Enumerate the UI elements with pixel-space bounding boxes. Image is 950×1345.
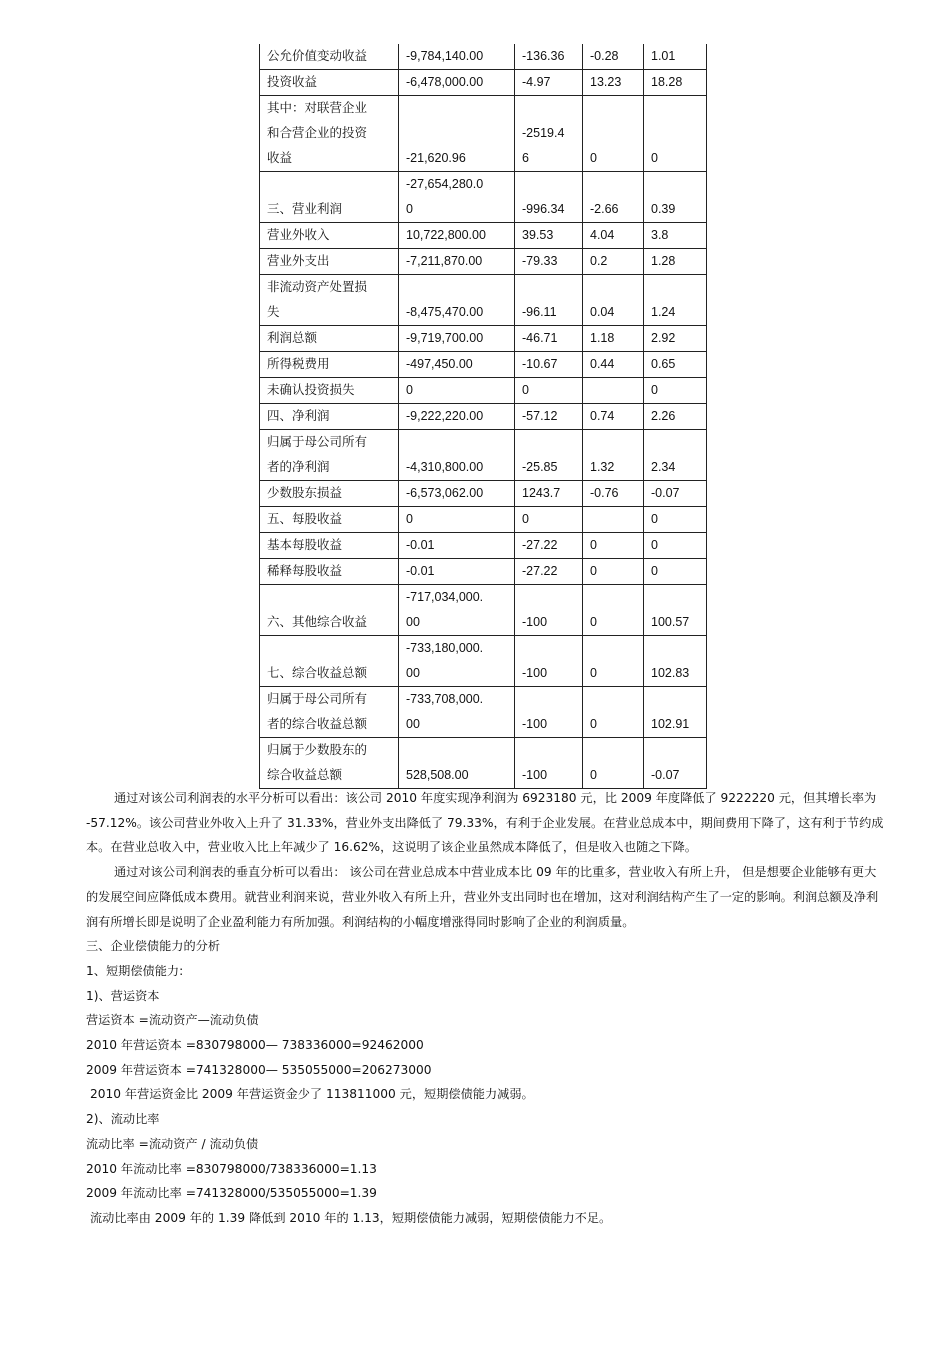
table-row xyxy=(260,326,707,352)
value-cell: 102.83 xyxy=(644,636,707,687)
value-cell: 0.74 xyxy=(583,404,644,430)
row-label-cell: 公允价值变动收益 xyxy=(260,44,399,70)
value-cell: 1.32 xyxy=(583,430,644,481)
value-cell: 0 xyxy=(515,378,583,404)
working-capital-2009: 2009 年营运资本 =741328000— 535055000=206273000 xyxy=(86,1062,432,1077)
value-cell: 0 xyxy=(644,533,707,559)
value-cell: -6,478,000.00 xyxy=(399,70,515,96)
row-label-cell: 利润总额 xyxy=(260,326,399,352)
working-capital-formula: 营运资本 =流动资产—流动负债 xyxy=(86,1013,259,1028)
value-cell: 0 xyxy=(583,96,644,172)
value-cell: 0 xyxy=(644,507,707,533)
table-row xyxy=(260,404,707,430)
table-row xyxy=(260,430,707,481)
table-row xyxy=(260,352,707,378)
value-cell: 2.26 xyxy=(644,404,707,430)
current-ratio-2009: 2009 年流动比率 =741328000/535055000=1.39 xyxy=(86,1186,377,1201)
value-cell: -4,310,800.00 xyxy=(399,430,515,481)
row-label-cell: 基本每股收益 xyxy=(260,533,399,559)
value-cell: -9,784,140.00 xyxy=(399,44,515,70)
income-statement-table xyxy=(259,44,707,789)
row-label-cell: 投资收益 xyxy=(260,70,399,96)
value-cell: 0 xyxy=(583,636,644,687)
table-row xyxy=(260,275,707,326)
value-cell: 1.18 xyxy=(583,326,644,352)
value-cell: 10,722,800.00 xyxy=(399,223,515,249)
value-cell: -10.67 xyxy=(515,352,583,378)
table-row xyxy=(260,636,707,687)
value-cell: -9,719,700.00 xyxy=(399,326,515,352)
value-cell: -25.85 xyxy=(515,430,583,481)
value-cell: -2519.4 6 xyxy=(515,96,583,172)
value-cell: 0 xyxy=(644,378,707,404)
item-heading-working-capital: 1)、营运资本 xyxy=(86,988,160,1003)
value-cell: -717,034,000. 00 xyxy=(399,585,515,636)
table-row xyxy=(260,96,707,172)
value-cell: -2.66 xyxy=(583,172,644,223)
value-cell: 0 xyxy=(644,559,707,585)
value-cell: 2.34 xyxy=(644,430,707,481)
value-cell: -7,211,870.00 xyxy=(399,249,515,275)
table-row xyxy=(260,481,707,507)
value-cell: -100 xyxy=(515,738,583,789)
value-cell: 0.39 xyxy=(644,172,707,223)
value-cell: 0.65 xyxy=(644,352,707,378)
current-ratio-formula: 流动比率 =流动资产 / 流动负债 xyxy=(86,1136,259,1151)
item-heading-current-ratio: 2)、流动比率 xyxy=(86,1112,160,1127)
table-row xyxy=(260,70,707,96)
value-cell: 13.23 xyxy=(583,70,644,96)
value-cell: -996.34 xyxy=(515,172,583,223)
working-capital-note: 2010 年营运资金比 2009 年营运资金少了 113811000 元，短期偿债能力减弱。 xyxy=(90,1087,534,1102)
row-label-cell: 营业外收入 xyxy=(260,223,399,249)
value-cell: -0.07 xyxy=(644,738,707,789)
vertical-analysis-paragraph: 通过对该公司利润表的垂直分析可以看出： 该公司在营业总成本中营业成本比 09 年的比重多，营业收入有所上升， 但是想要企业能够有更大的发展空间应降低成本费用。就营业利润来说，营业外收入有所上升，营业外支出同时也在增加，这对利润结构产生了一定的影响。利润总额及净利润有所增长即是说明了企业盈利能力有所加强。利润结构的小幅度增涨得同时影响了企业的利润质量。 xyxy=(86,865,879,929)
value-cell: 528,508.00 xyxy=(399,738,515,789)
row-label-cell: 归属于母公司所有 者的净利润 xyxy=(260,430,399,481)
table-row xyxy=(260,738,707,789)
value-cell: 1.24 xyxy=(644,275,707,326)
row-label-cell: 四、净利润 xyxy=(260,404,399,430)
value-cell: -497,450.00 xyxy=(399,352,515,378)
value-cell: 0 xyxy=(399,507,515,533)
value-cell: 100.57 xyxy=(644,585,707,636)
value-cell: -0.01 xyxy=(399,559,515,585)
subsection-heading: 1、短期偿债能力: xyxy=(86,963,184,978)
value-cell: 2.92 xyxy=(644,326,707,352)
value-cell: 0 xyxy=(583,585,644,636)
current-ratio-2010: 2010 年流动比率 =830798000/738336000=1.13 xyxy=(86,1161,377,1176)
row-label-cell: 营业外支出 xyxy=(260,249,399,275)
value-cell: 0 xyxy=(644,96,707,172)
value-cell: 0 xyxy=(515,507,583,533)
value-cell xyxy=(583,507,644,533)
row-label-cell: 未确认投资损失 xyxy=(260,378,399,404)
analysis-text xyxy=(86,786,886,1231)
value-cell: -21,620.96 xyxy=(399,96,515,172)
value-cell: -57.12 xyxy=(515,404,583,430)
value-cell: 18.28 xyxy=(644,70,707,96)
row-label-cell: 所得税费用 xyxy=(260,352,399,378)
value-cell: -4.97 xyxy=(515,70,583,96)
value-cell: -27.22 xyxy=(515,559,583,585)
row-label-cell: 非流动资产处置损 失 xyxy=(260,275,399,326)
value-cell: -8,475,470.00 xyxy=(399,275,515,326)
value-cell: 0 xyxy=(399,378,515,404)
value-cell: -27,654,280.0 0 xyxy=(399,172,515,223)
value-cell: 0 xyxy=(583,687,644,738)
table-row xyxy=(260,249,707,275)
current-ratio-note: 流动比率由 2009 年的 1.39 降低到 2010 年的 1.13，短期偿债能力减弱，短期偿债能力不足。 xyxy=(90,1210,612,1225)
value-cell: 0.2 xyxy=(583,249,644,275)
value-cell: 1243.7 xyxy=(515,481,583,507)
value-cell: -6,573,062.00 xyxy=(399,481,515,507)
value-cell: 4.04 xyxy=(583,223,644,249)
value-cell: 0 xyxy=(583,738,644,789)
row-label-cell: 少数股东损益 xyxy=(260,481,399,507)
value-cell: 0.44 xyxy=(583,352,644,378)
horizontal-analysis-paragraph: 通过对该公司利润表的水平分析可以看出：该公司 2010 年度实现净利润为 6923180 元，比 2009 年度降低了 9222220 元，但其增长率为 -57.12%。该公司营业外收入上升了 31.33%，营业外支出降低了 79.33%，有利于企业发展。在营业总成本中，期间费用下降了，这有利于节约成本。在营业总收入中，营业收入比上年减少了 16.62%，这说明了该企业虽然成本降低了，但是收入也随之下降。 xyxy=(86,791,884,855)
row-label-cell: 七、综合收益总额 xyxy=(260,636,399,687)
row-label-cell: 五、每股收益 xyxy=(260,507,399,533)
row-label-cell: 归属于母公司所有 者的综合收益总额 xyxy=(260,687,399,738)
value-cell: 0 xyxy=(583,559,644,585)
table-row xyxy=(260,378,707,404)
value-cell: -9,222,220.00 xyxy=(399,404,515,430)
value-cell: -0.28 xyxy=(583,44,644,70)
value-cell: 0.04 xyxy=(583,275,644,326)
value-cell: -0.01 xyxy=(399,533,515,559)
value-cell: -79.33 xyxy=(515,249,583,275)
value-cell: 1.01 xyxy=(644,44,707,70)
row-label-cell: 归属于少数股东的 综合收益总额 xyxy=(260,738,399,789)
value-cell: -100 xyxy=(515,687,583,738)
table-row xyxy=(260,44,707,70)
table-row xyxy=(260,687,707,738)
value-cell: -100 xyxy=(515,636,583,687)
table-row xyxy=(260,533,707,559)
value-cell: 1.28 xyxy=(644,249,707,275)
working-capital-2010: 2010 年营运资本 =830798000— 738336000=92462000 xyxy=(86,1038,424,1053)
row-label-cell: 稀释每股收益 xyxy=(260,559,399,585)
table-row xyxy=(260,585,707,636)
table-row xyxy=(260,507,707,533)
value-cell: 102.91 xyxy=(644,687,707,738)
value-cell: -46.71 xyxy=(515,326,583,352)
value-cell: -27.22 xyxy=(515,533,583,559)
table-body xyxy=(260,44,707,789)
table-row xyxy=(260,559,707,585)
value-cell: -0.76 xyxy=(583,481,644,507)
value-cell: 3.8 xyxy=(644,223,707,249)
value-cell: -733,708,000. 00 xyxy=(399,687,515,738)
section-heading: 三、企业偿债能力的分析 xyxy=(86,939,221,954)
value-cell: 0 xyxy=(583,533,644,559)
table-row xyxy=(260,223,707,249)
value-cell xyxy=(583,378,644,404)
value-cell: -96.11 xyxy=(515,275,583,326)
table-row xyxy=(260,172,707,223)
value-cell: -100 xyxy=(515,585,583,636)
value-cell: -136.36 xyxy=(515,44,583,70)
value-cell: -733,180,000. 00 xyxy=(399,636,515,687)
value-cell: -0.07 xyxy=(644,481,707,507)
value-cell: 39.53 xyxy=(515,223,583,249)
row-label-cell: 六、其他综合收益 xyxy=(260,585,399,636)
row-label-cell: 其中：对联营企业 和合营企业的投资 收益 xyxy=(260,96,399,172)
row-label-cell: 三、营业利润 xyxy=(260,172,399,223)
